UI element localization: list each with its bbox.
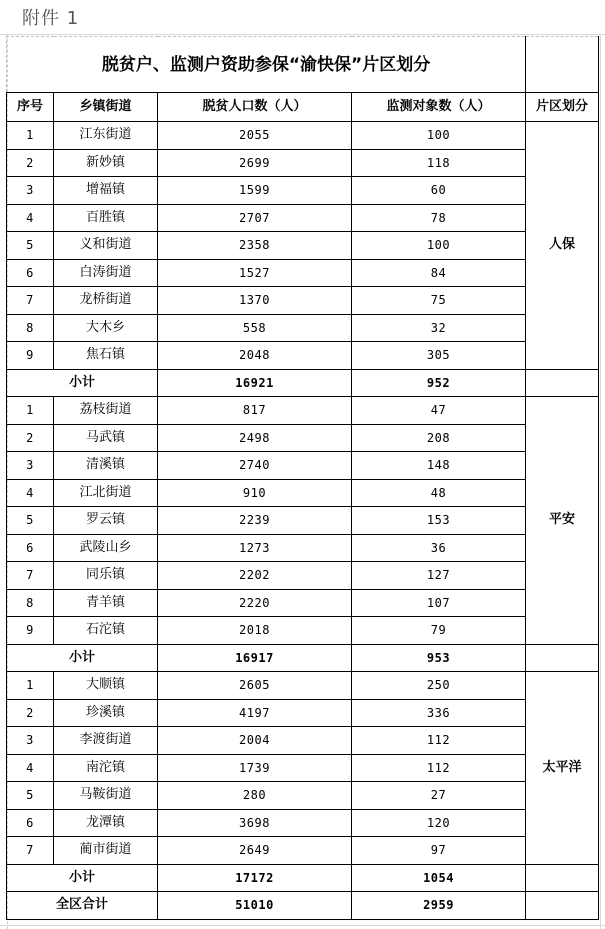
subtotal-monitored: 953 xyxy=(352,644,526,672)
region-cell: 人保 xyxy=(526,122,599,370)
town-name-cell: 马鞍街道 xyxy=(54,782,158,810)
attachment-label: 附件 1 xyxy=(22,8,80,29)
row-index-cell: 7 xyxy=(7,837,54,865)
monitored-cell: 60 xyxy=(352,177,526,205)
row-index-cell: 1 xyxy=(7,672,54,700)
subtotal-monitored: 952 xyxy=(352,369,526,397)
population-cell: 1273 xyxy=(158,534,352,562)
town-name-cell: 南沱镇 xyxy=(54,754,158,782)
monitored-cell: 100 xyxy=(352,232,526,260)
row-index-cell: 4 xyxy=(7,479,54,507)
table-row xyxy=(7,589,599,617)
population-cell: 3698 xyxy=(158,809,352,837)
monitored-cell: 127 xyxy=(352,562,526,590)
population-cell: 2498 xyxy=(158,424,352,452)
table-row xyxy=(7,122,599,150)
population-cell: 2358 xyxy=(158,232,352,260)
monitored-cell: 78 xyxy=(352,204,526,232)
row-index-cell: 9 xyxy=(7,617,54,645)
table-row xyxy=(7,534,599,562)
town-name-cell: 白涛街道 xyxy=(54,259,158,287)
town-name-cell: 蔺市街道 xyxy=(54,837,158,865)
title-row xyxy=(7,37,599,93)
table-row xyxy=(7,177,599,205)
row-index-cell: 1 xyxy=(7,122,54,150)
table-row xyxy=(7,424,599,452)
row-index-cell: 6 xyxy=(7,259,54,287)
table-row xyxy=(7,479,599,507)
subtotal-monitored: 1054 xyxy=(352,864,526,892)
table-row xyxy=(7,727,599,755)
town-name-cell: 义和街道 xyxy=(54,232,158,260)
header-monitored: 监测对象数（人） xyxy=(352,93,526,122)
population-cell: 817 xyxy=(158,397,352,425)
monitored-cell: 100 xyxy=(352,122,526,150)
header-index: 序号 xyxy=(7,93,54,122)
town-name-cell: 江东街道 xyxy=(54,122,158,150)
row-index-cell: 2 xyxy=(7,149,54,177)
population-cell: 2605 xyxy=(158,672,352,700)
town-name-cell: 新妙镇 xyxy=(54,149,158,177)
population-cell: 280 xyxy=(158,782,352,810)
population-cell: 2740 xyxy=(158,452,352,480)
population-cell: 1527 xyxy=(158,259,352,287)
table-row xyxy=(7,562,599,590)
population-cell: 2004 xyxy=(158,727,352,755)
monitored-cell: 84 xyxy=(352,259,526,287)
monitored-cell: 32 xyxy=(352,314,526,342)
town-name-cell: 荔枝街道 xyxy=(54,397,158,425)
subtotal-row xyxy=(7,864,599,892)
table-row xyxy=(7,617,599,645)
subtotal-region-blank xyxy=(526,864,599,892)
grand-total-label: 全区合计 xyxy=(7,892,158,920)
table-row xyxy=(7,342,599,370)
monitored-cell: 336 xyxy=(352,699,526,727)
row-index-cell: 8 xyxy=(7,314,54,342)
town-name-cell: 同乐镇 xyxy=(54,562,158,590)
grand-total-region-blank xyxy=(526,892,599,920)
monitored-cell: 79 xyxy=(352,617,526,645)
header-population: 脱贫人口数（人） xyxy=(158,93,352,122)
town-name-cell: 李渡街道 xyxy=(54,727,158,755)
population-cell: 910 xyxy=(158,479,352,507)
table-row xyxy=(7,397,599,425)
document-title: 脱贫户、监测户资助参保“渝快保”片区划分 xyxy=(7,37,526,93)
town-name-cell: 焦石镇 xyxy=(54,342,158,370)
population-cell: 2202 xyxy=(158,562,352,590)
population-cell: 2649 xyxy=(158,837,352,865)
row-index-cell: 3 xyxy=(7,177,54,205)
title-blank-cell xyxy=(526,37,599,93)
population-cell: 4197 xyxy=(158,699,352,727)
town-name-cell: 龙桥街道 xyxy=(54,287,158,315)
monitored-cell: 112 xyxy=(352,727,526,755)
population-cell: 1599 xyxy=(158,177,352,205)
monitored-cell: 250 xyxy=(352,672,526,700)
monitored-cell: 305 xyxy=(352,342,526,370)
table-body xyxy=(7,37,599,920)
row-index-cell: 3 xyxy=(7,452,54,480)
row-index-cell: 8 xyxy=(7,589,54,617)
monitored-cell: 36 xyxy=(352,534,526,562)
row-index-cell: 2 xyxy=(7,699,54,727)
table-row xyxy=(7,259,599,287)
subtotal-population: 16921 xyxy=(158,369,352,397)
monitored-cell: 148 xyxy=(352,452,526,480)
subtotal-population: 16917 xyxy=(158,644,352,672)
row-index-cell: 7 xyxy=(7,287,54,315)
monitored-cell: 27 xyxy=(352,782,526,810)
town-name-cell: 珍溪镇 xyxy=(54,699,158,727)
subtotal-label: 小计 xyxy=(7,644,158,672)
subtotal-region-blank xyxy=(526,644,599,672)
town-name-cell: 青羊镇 xyxy=(54,589,158,617)
table-row xyxy=(7,809,599,837)
monitored-cell: 120 xyxy=(352,809,526,837)
table-row xyxy=(7,699,599,727)
sheet-gridline-bottom xyxy=(0,925,605,926)
town-name-cell: 罗云镇 xyxy=(54,507,158,535)
table-row xyxy=(7,672,599,700)
row-index-cell: 4 xyxy=(7,754,54,782)
sheet-gridline-top xyxy=(0,34,605,35)
row-index-cell: 4 xyxy=(7,204,54,232)
population-cell: 2699 xyxy=(158,149,352,177)
table-row xyxy=(7,782,599,810)
row-index-cell: 1 xyxy=(7,397,54,425)
row-index-cell: 5 xyxy=(7,782,54,810)
table-row xyxy=(7,287,599,315)
town-name-cell: 大顺镇 xyxy=(54,672,158,700)
row-index-cell: 5 xyxy=(7,507,54,535)
town-name-cell: 龙潭镇 xyxy=(54,809,158,837)
town-name-cell: 增福镇 xyxy=(54,177,158,205)
region-cell: 太平洋 xyxy=(526,672,599,865)
row-index-cell: 6 xyxy=(7,534,54,562)
table-row xyxy=(7,452,599,480)
table-row xyxy=(7,754,599,782)
town-name-cell: 江北街道 xyxy=(54,479,158,507)
row-index-cell: 7 xyxy=(7,562,54,590)
subtotal-region-blank xyxy=(526,369,599,397)
monitored-cell: 97 xyxy=(352,837,526,865)
table-row xyxy=(7,837,599,865)
sheet-gridline-right xyxy=(600,34,601,929)
town-name-cell: 大木乡 xyxy=(54,314,158,342)
monitored-cell: 112 xyxy=(352,754,526,782)
grand-total-population: 51010 xyxy=(158,892,352,920)
region-cell: 平安 xyxy=(526,397,599,645)
population-cell: 1370 xyxy=(158,287,352,315)
population-cell: 2707 xyxy=(158,204,352,232)
table-row xyxy=(7,232,599,260)
table-row xyxy=(7,507,599,535)
grand-total-row xyxy=(7,892,599,920)
town-name-cell: 百胜镇 xyxy=(54,204,158,232)
population-cell: 2239 xyxy=(158,507,352,535)
town-name-cell: 清溪镇 xyxy=(54,452,158,480)
population-cell: 2048 xyxy=(158,342,352,370)
population-cell: 558 xyxy=(158,314,352,342)
monitored-cell: 153 xyxy=(352,507,526,535)
table-row xyxy=(7,314,599,342)
town-name-cell: 石沱镇 xyxy=(54,617,158,645)
row-index-cell: 5 xyxy=(7,232,54,260)
table-row xyxy=(7,204,599,232)
monitored-cell: 47 xyxy=(352,397,526,425)
population-cell: 2055 xyxy=(158,122,352,150)
monitored-cell: 107 xyxy=(352,589,526,617)
monitored-cell: 118 xyxy=(352,149,526,177)
table-row xyxy=(7,149,599,177)
population-cell: 1739 xyxy=(158,754,352,782)
population-cell: 2018 xyxy=(158,617,352,645)
subtotal-label: 小计 xyxy=(7,369,158,397)
row-index-cell: 9 xyxy=(7,342,54,370)
town-name-cell: 武陵山乡 xyxy=(54,534,158,562)
subtotal-population: 17172 xyxy=(158,864,352,892)
subtotal-label: 小计 xyxy=(7,864,158,892)
header-region: 片区划分 xyxy=(526,93,599,122)
subtotal-row xyxy=(7,369,599,397)
grand-total-monitored: 2959 xyxy=(352,892,526,920)
row-index-cell: 3 xyxy=(7,727,54,755)
monitored-cell: 208 xyxy=(352,424,526,452)
monitored-cell: 48 xyxy=(352,479,526,507)
header-town: 乡镇街道 xyxy=(54,93,158,122)
monitored-cell: 75 xyxy=(352,287,526,315)
header-row xyxy=(7,93,599,122)
row-index-cell: 6 xyxy=(7,809,54,837)
row-index-cell: 2 xyxy=(7,424,54,452)
population-cell: 2220 xyxy=(158,589,352,617)
subtotal-row xyxy=(7,644,599,672)
town-name-cell: 马武镇 xyxy=(54,424,158,452)
allocation-table xyxy=(6,36,599,920)
